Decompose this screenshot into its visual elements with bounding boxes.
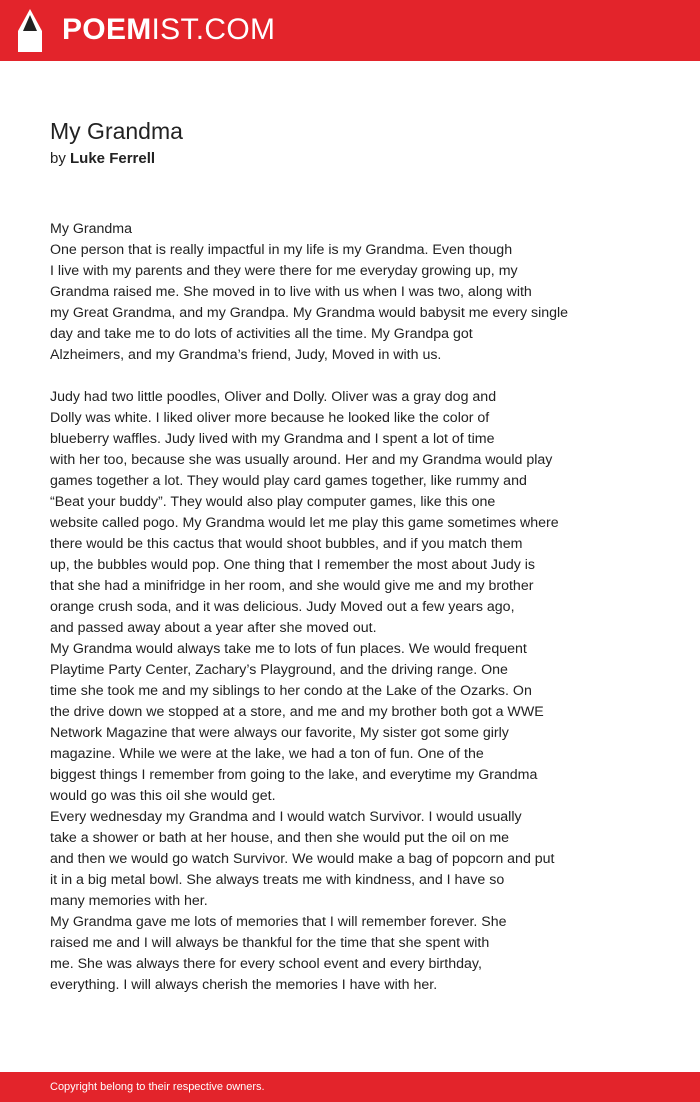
- brand-name-bold: POEM: [62, 13, 152, 46]
- poem-line: magazine. While we were at the lake, we had a ton of fun. One of the: [50, 746, 484, 762]
- poem-line: and then we would go watch Survivor. We would make a bag of popcorn and put: [50, 851, 555, 867]
- poem-line: my Great Grandma, and my Grandpa. My Grandma would babysit me every single: [50, 305, 569, 321]
- poem-line: Every wednesday my Grandma and I would watch Survivor. I would usually: [50, 809, 522, 825]
- copyright-notice: Copyright belong to their respective owners.: [50, 1081, 265, 1093]
- site-logo-link[interactable]: [62, 12, 275, 48]
- poem-line: me. She was always there for every school event and every birthday,: [50, 956, 482, 972]
- poem-line: Alzheimers, and my Grandma’s friend, Judy, Moved in with us.: [50, 347, 442, 363]
- poem-line: orange crush soda, and it was delicious. Judy Moved out a few years ago,: [50, 599, 515, 615]
- poem-line: the drive down we stopped at a store, and me and my brother both got a WWE: [50, 704, 544, 720]
- poem-body: [50, 219, 650, 996]
- site-footer: [0, 1072, 700, 1102]
- poem-line: would go was this oil she would get.: [50, 788, 276, 804]
- brand-name-light: IST.COM: [151, 13, 276, 46]
- poem-line: everything. I will always cherish the memories I have with her.: [50, 977, 438, 993]
- poem-line: website called pogo. My Grandma would let me play this game sometimes where: [50, 515, 559, 531]
- poem-line: Playtime Party Center, Zachary’s Playground, and the driving range. One: [50, 662, 508, 678]
- poem-line: Dolly was white. I liked oliver more because he looked like the color of: [50, 410, 490, 426]
- poem-line: “Beat your buddy”. They would also play computer games, like this one: [50, 494, 496, 510]
- poem-line: Grandma raised me. She moved in to live with us when I was two, along with: [50, 284, 532, 300]
- poem-line: there would be this cactus that would shoot bubbles, and if you match them: [50, 536, 523, 552]
- poem-line: Network Magazine that were always our favorite, My sister got some girly: [50, 725, 509, 741]
- site-header: [0, 0, 700, 61]
- stanza-break: [50, 366, 650, 387]
- poem-line: that she had a minifridge in her room, and she would give me and my brother: [50, 578, 534, 594]
- poem-line: raised me and I will always be thankful for the time that she spent with: [50, 935, 490, 951]
- poem-line: time she took me and my siblings to her condo at the Lake of the Ozarks. On: [50, 683, 532, 699]
- by-label: by: [50, 150, 66, 167]
- poem-line: many memories with her.: [50, 893, 208, 909]
- poem-line: My Grandma gave me lots of memories that I will remember forever. She: [50, 914, 507, 930]
- poem-line: games together a lot. They would play card games together, like rummy and: [50, 473, 527, 489]
- poem-title: My Grandma: [50, 118, 183, 144]
- poem-line: I live with my parents and they were there for me everyday growing up, my: [50, 263, 518, 279]
- poem-line: day and take me to do lots of activities all the time. My Grandpa got: [50, 326, 473, 342]
- poem-line: biggest things I remember from going to the lake, and everytime my Grandma: [50, 767, 538, 783]
- byline: [50, 149, 155, 169]
- poem-line: My Grandma would always take me to lots of fun places. We would frequent: [50, 641, 527, 657]
- author-name[interactable]: Luke Ferrell: [70, 150, 156, 167]
- poem-line: and passed away about a year after she moved out.: [50, 620, 377, 636]
- poem-line: One person that is really impactful in my life is my Grandma. Even though: [50, 242, 513, 258]
- poem-line: My Grandma: [50, 221, 132, 237]
- poem-line: up, the bubbles would pop. One thing that I remember the most about Judy is: [50, 557, 536, 573]
- poem-line: take a shower or bath at her house, and then she would put the oil on me: [50, 830, 510, 846]
- pencil-tip-icon: [17, 9, 43, 52]
- poem-line: with her too, because she was usually around. Her and my Grandma would play: [50, 452, 553, 468]
- poem-line: blueberry waffles. Judy lived with my Grandma and I spent a lot of time: [50, 431, 495, 447]
- poem-line: Judy had two little poodles, Oliver and Dolly. Oliver was a gray dog and: [50, 389, 497, 405]
- poem-line: it in a big metal bowl. She always treats me with kindness, and I have so: [50, 872, 505, 888]
